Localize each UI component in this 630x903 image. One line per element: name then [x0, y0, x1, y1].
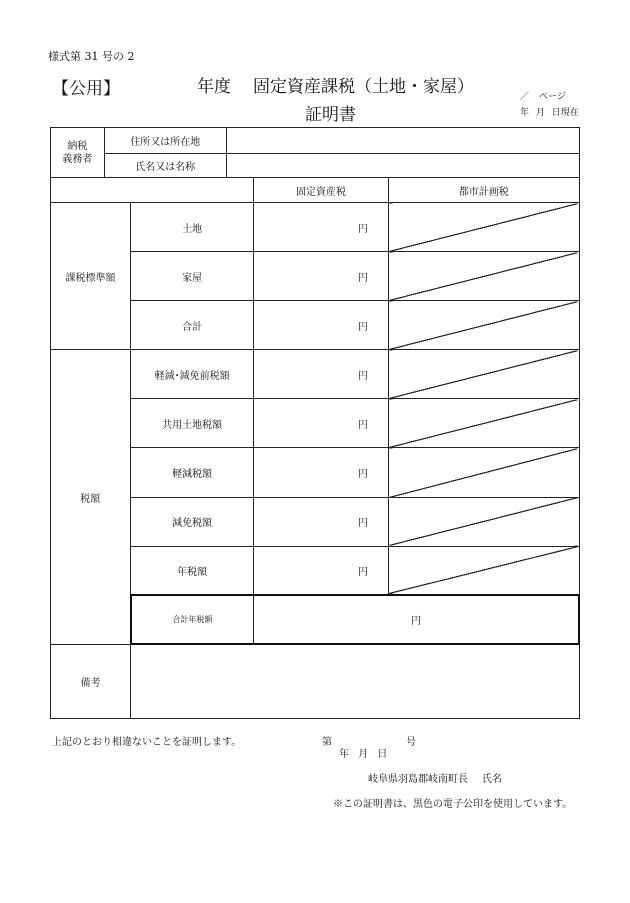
row-label: 減免税額	[131, 497, 254, 546]
diagonal-cell	[388, 497, 579, 546]
table-row	[51, 546, 580, 595]
table-row	[51, 497, 580, 546]
diagonal-cell	[388, 448, 579, 497]
row-label: 軽減･減免前税額	[131, 350, 254, 399]
row-label: 土地	[131, 203, 254, 252]
taxpayer-label: 納税 義務者	[51, 128, 105, 178]
number-prefix: 第	[322, 737, 332, 748]
row-amount: 円	[254, 301, 389, 350]
table-row	[51, 252, 580, 301]
name-label: 氏名又は名称	[104, 154, 226, 178]
standard-group-label: 課税標準額	[51, 203, 131, 350]
seal-note: ※この証明書は、黒色の電子公印を使用しています。	[333, 799, 573, 810]
document-subtitle: 証明書	[305, 105, 356, 125]
remarks-value	[131, 644, 580, 718]
row-amount: 円	[254, 350, 389, 399]
table-row	[51, 203, 580, 252]
diagonal-cell	[388, 203, 579, 252]
diagonal-cell	[388, 350, 579, 399]
table-row	[51, 448, 580, 497]
issuer-name-label: 氏名	[482, 774, 502, 785]
total-tax-amount: 円	[254, 595, 579, 644]
title-year: 年度	[197, 77, 231, 97]
total-tax-label: 合計年税額	[131, 595, 254, 644]
row-amount: 円	[254, 497, 389, 546]
page-label: ページ	[539, 92, 566, 102]
diagonal-cell	[388, 546, 579, 595]
table-row	[51, 399, 580, 448]
row-label: 軽減税額	[131, 448, 254, 497]
row-amount: 円	[254, 252, 389, 301]
header-blank	[51, 178, 254, 203]
row-label: 合計	[131, 301, 254, 350]
page-slash: ／	[520, 92, 530, 102]
row-amount: 円	[254, 203, 389, 252]
title-main: 固定資産課税（土地・家屋）	[253, 77, 474, 97]
issuer-title: 岐阜県羽島郡岐南町長	[368, 774, 468, 785]
number-suffix: 号	[406, 737, 416, 748]
name-value	[226, 154, 579, 178]
document-title	[197, 72, 474, 97]
row-amount: 円	[254, 546, 389, 595]
column-header-row	[51, 178, 580, 203]
row-label: 家屋	[131, 252, 254, 301]
form-number: 様式第 31 号の 2	[48, 50, 135, 63]
table-row	[51, 350, 580, 399]
tax-group-label: 税額	[51, 350, 131, 644]
diagonal-cell	[388, 252, 579, 301]
certification-statement: 上記のとおり相違ないことを証明します。	[52, 737, 242, 748]
table-row	[51, 301, 580, 350]
name-row	[51, 154, 580, 178]
row-amount: 円	[254, 399, 389, 448]
remarks-label: 備考	[51, 644, 131, 718]
address-value	[226, 128, 579, 154]
city-planning-tax-header: 都市計画税	[388, 178, 579, 203]
issue-date: 年 月 日	[339, 749, 388, 760]
public-use-label: 【公用】	[52, 79, 120, 99]
certificate-table	[50, 127, 580, 719]
diagonal-cell	[388, 399, 579, 448]
address-row	[51, 128, 580, 154]
total-tax-row	[51, 595, 580, 644]
row-label: 共用土地税額	[131, 399, 254, 448]
remarks-row	[51, 644, 580, 718]
fixed-asset-tax-header: 固定資産税	[254, 178, 389, 203]
issuer	[368, 770, 502, 785]
row-amount: 円	[254, 448, 389, 497]
diagonal-cell	[388, 301, 579, 350]
as-of-date: 年 月 日現在	[520, 108, 579, 118]
row-label: 年税額	[131, 546, 254, 595]
address-label: 住所又は所在地	[104, 128, 226, 154]
page-indicator	[520, 89, 566, 102]
